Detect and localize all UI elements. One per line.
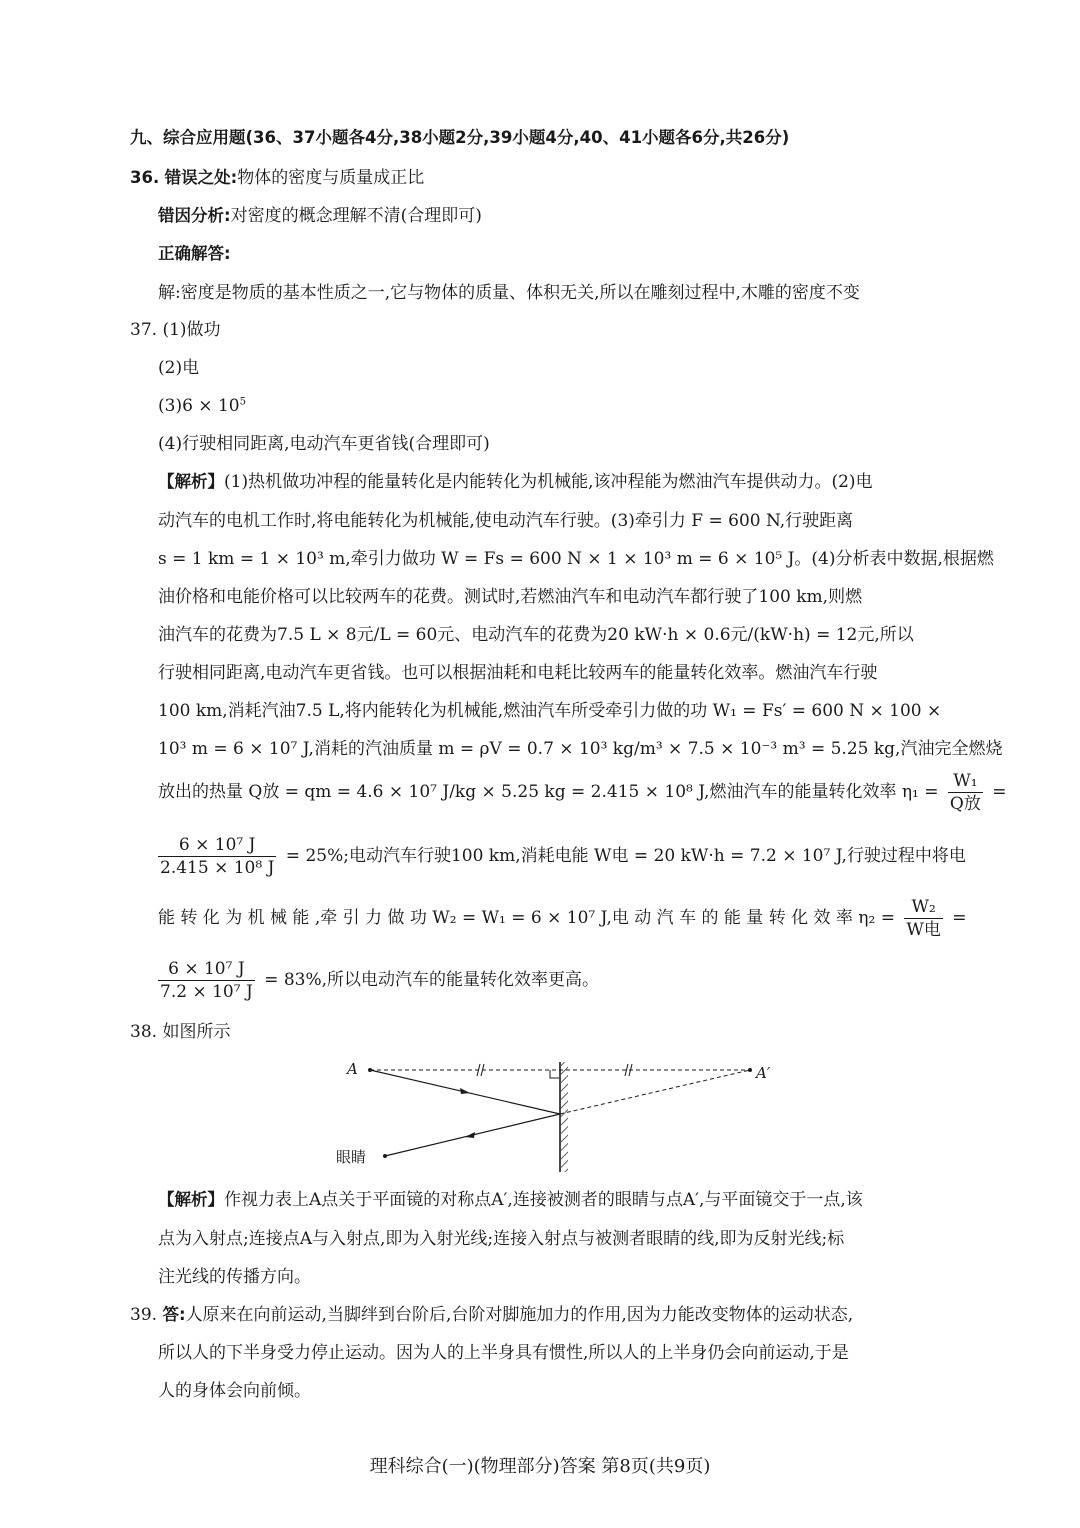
point-a-prime [748, 1068, 752, 1072]
q38-number: 38. [130, 1022, 158, 1042]
q37-number: 37. [130, 320, 158, 340]
q38-analysis-label: 【解析】 [158, 1190, 224, 1209]
q37-p5: 油汽车的花费为7.5 L × 8元/L = 60元、电动汽车的花费为20 kW·h × 0.6元/(kW·h) = 12元,所以 [158, 625, 914, 645]
q39-line1 [130, 1303, 853, 1327]
q39-answer-label: 答: [162, 1305, 186, 1324]
q38-analysis-p1 [158, 1188, 863, 1212]
q37-a3-exp: 5 [239, 396, 246, 408]
reflected-ray-arrow [465, 1132, 475, 1138]
q36-cause-label: 错因分析: [158, 206, 231, 225]
q37-p11-tail: = [952, 908, 967, 928]
q37-p12: = 83%,所以电动汽车的能量转化效率更高。 [264, 970, 600, 990]
q36-error-label: 错误之处: [164, 168, 238, 187]
q37-eta1-value-fraction [158, 834, 276, 879]
q38-p2: 点为入射点;连接点A与入射点,即为入射光线;连接入射点与被测者眼睛的线,即为反射光线;标 [158, 1229, 845, 1249]
q37-a3-prefix: (3)6 × 10 [158, 396, 240, 416]
q37-analysis-p1 [158, 470, 873, 494]
q37-p9-tail: = [992, 782, 1007, 802]
mirror-diagram [330, 1050, 790, 1175]
q38-p1: 作视力表上A点关于平面镜的对称点A′,连接被测者的眼睛与点A′,与平面镜交于一点,该 [224, 1190, 863, 1210]
q37-eta1-value-num: 6 × 10⁷ J [158, 834, 276, 857]
q37-eta2-den: W电 [906, 920, 941, 940]
q36-cause-line [158, 204, 482, 228]
q37-p4: 油价格和电能价格可以比较两车的花费。测试时,若燃油汽车和电动汽车都行驶了100 km,则燃 [158, 587, 863, 607]
q37-p3: s = 1 km = 1 × 10³ m,牵引力做功 W = Fs = 600 N × 1 × 10³ m = 6 × 10⁵ J。(4)分析表中数据,根据燃 [158, 549, 994, 569]
q39-number: 39. [130, 1305, 158, 1325]
q38-text: 如图所示 [162, 1022, 231, 1042]
q36-answer-label: 正确解答: [158, 244, 231, 263]
q37-eta1-num: W₁ [948, 770, 983, 793]
q37-eta1-den: Q放 [949, 794, 981, 814]
q37-p1: (1)热机做功冲程的能量转化是内能转化为机械能,该冲程能为燃油汽车提供动力。(2)电 [224, 472, 873, 492]
q36-cause-text: 对密度的概念理解不清(合理即可) [230, 206, 482, 226]
q37-a1: (1)做功 [162, 320, 221, 340]
q37-a4: (4)行驶相同距离,电动汽车更省钱(合理即可) [158, 434, 490, 454]
q36-answer-text: 解:密度是物质的基本性质之一,它与物体的质量、体积无关,所以在雕刻过程中,木雕的密度不变 [158, 283, 860, 303]
label-a: A [347, 1060, 358, 1078]
q37-p10-line [154, 834, 966, 879]
q37-eta2-value-den: 7.2 × 10⁷ J [160, 982, 253, 1002]
q37-p6: 行驶相同距离,电动汽车更省钱。也可以根据油耗和电耗比较两车的能量转化效率。燃油汽车行驶 [158, 663, 878, 683]
q37-p9: 放出的热量 Q放 = qm = 4.6 × 10⁷ J/kg × 5.25 kg = 2.415 × 10⁸ J,燃油汽车的能量转化效率 η₁ = [158, 782, 939, 802]
point-eye [383, 1154, 387, 1158]
q37-eta2-value-num: 6 × 10⁷ J [158, 958, 255, 981]
equal-mark-right [625, 1064, 632, 1076]
q37-eta2-num: W₂ [904, 896, 942, 919]
q37-a3 [158, 394, 246, 418]
right-angle-mark [550, 1070, 559, 1078]
q37-eta2-value-fraction [158, 958, 255, 1003]
q37-p8: 10³ m = 6 × 10⁷ J,消耗的汽油质量 m = ρV = 0.7 × 10³ kg/m³ × 7.5 × 10⁻³ m³ = 5.25 kg,汽油完全燃烧 [158, 739, 1003, 759]
q37-p9-line [158, 770, 1007, 815]
q37-p11: 能 转 化 为 机 械 能 ,牵 引 力 做 功 W₂ = W₁ = 6 × 10⁷ J,电 动 汽 车 的 能 量 转 化 效 率 η₂ = [158, 908, 895, 928]
mirror-hatching [561, 1062, 568, 1172]
incident-ray-arrow [460, 1088, 470, 1094]
equal-mark-left [477, 1064, 484, 1076]
label-eye: 眼睛 [336, 1148, 367, 1166]
q37-p2: 动汽车的电机工作时,将电能转化为机械能,使电动汽车行驶。(3)牵引力 F = 600 N,行驶距离 [158, 511, 854, 531]
page-footer: 理科综合(一)(物理部分)答案 第8页(共9页) [369, 1456, 711, 1477]
q37-p11-line [158, 896, 967, 941]
q37-eta1-value-den: 2.415 × 10⁸ J [160, 858, 275, 878]
q37-a1-line [130, 318, 221, 342]
q39-p1: 人原来在向前运动,当脚绊到台阶后,台阶对脚施加力的作用,因为力能改变物体的运动状态, [185, 1305, 854, 1325]
virtual-ray-line [560, 1070, 750, 1114]
q39-p2: 所以人的下半身受力停止运动。因为人的上半身具有惯性,所以人的上半身仍会向前运动,于是 [158, 1343, 849, 1363]
q37-p10: = 25%;电动汽车行驶100 km,消耗电能 W电 = 20 kW·h = 7.2 × 10⁷ J,行驶过程中将电 [285, 846, 966, 866]
q37-eta2-fraction [904, 896, 942, 941]
q36-number: 36. [130, 168, 160, 187]
section-title: 九、综合应用题(36、37小题各4分,38小题2分,39小题4分,40、41小题各6分,共26分) [130, 128, 790, 147]
q37-a2: (2)电 [158, 358, 200, 378]
q37-p7: 100 km,消耗汽油7.5 L,将内能转化为机械能,燃油汽车所受牵引力做的功 W₁ = Fs′ = 600 N × 100 × [158, 701, 942, 721]
q36-error-text: 物体的密度与质量成正比 [237, 168, 425, 188]
q36-error-line [130, 166, 424, 190]
point-a [368, 1068, 372, 1072]
q37-analysis-label: 【解析】 [158, 472, 224, 491]
q38-line [130, 1020, 230, 1044]
q37-eta1-fraction [948, 770, 983, 815]
q38-p3: 注光线的传播方向。 [158, 1267, 311, 1287]
q37-p12-line [154, 958, 599, 1003]
q39-p3: 人的身体会向前倾。 [158, 1381, 311, 1401]
label-a-prime: A′ [756, 1064, 771, 1082]
